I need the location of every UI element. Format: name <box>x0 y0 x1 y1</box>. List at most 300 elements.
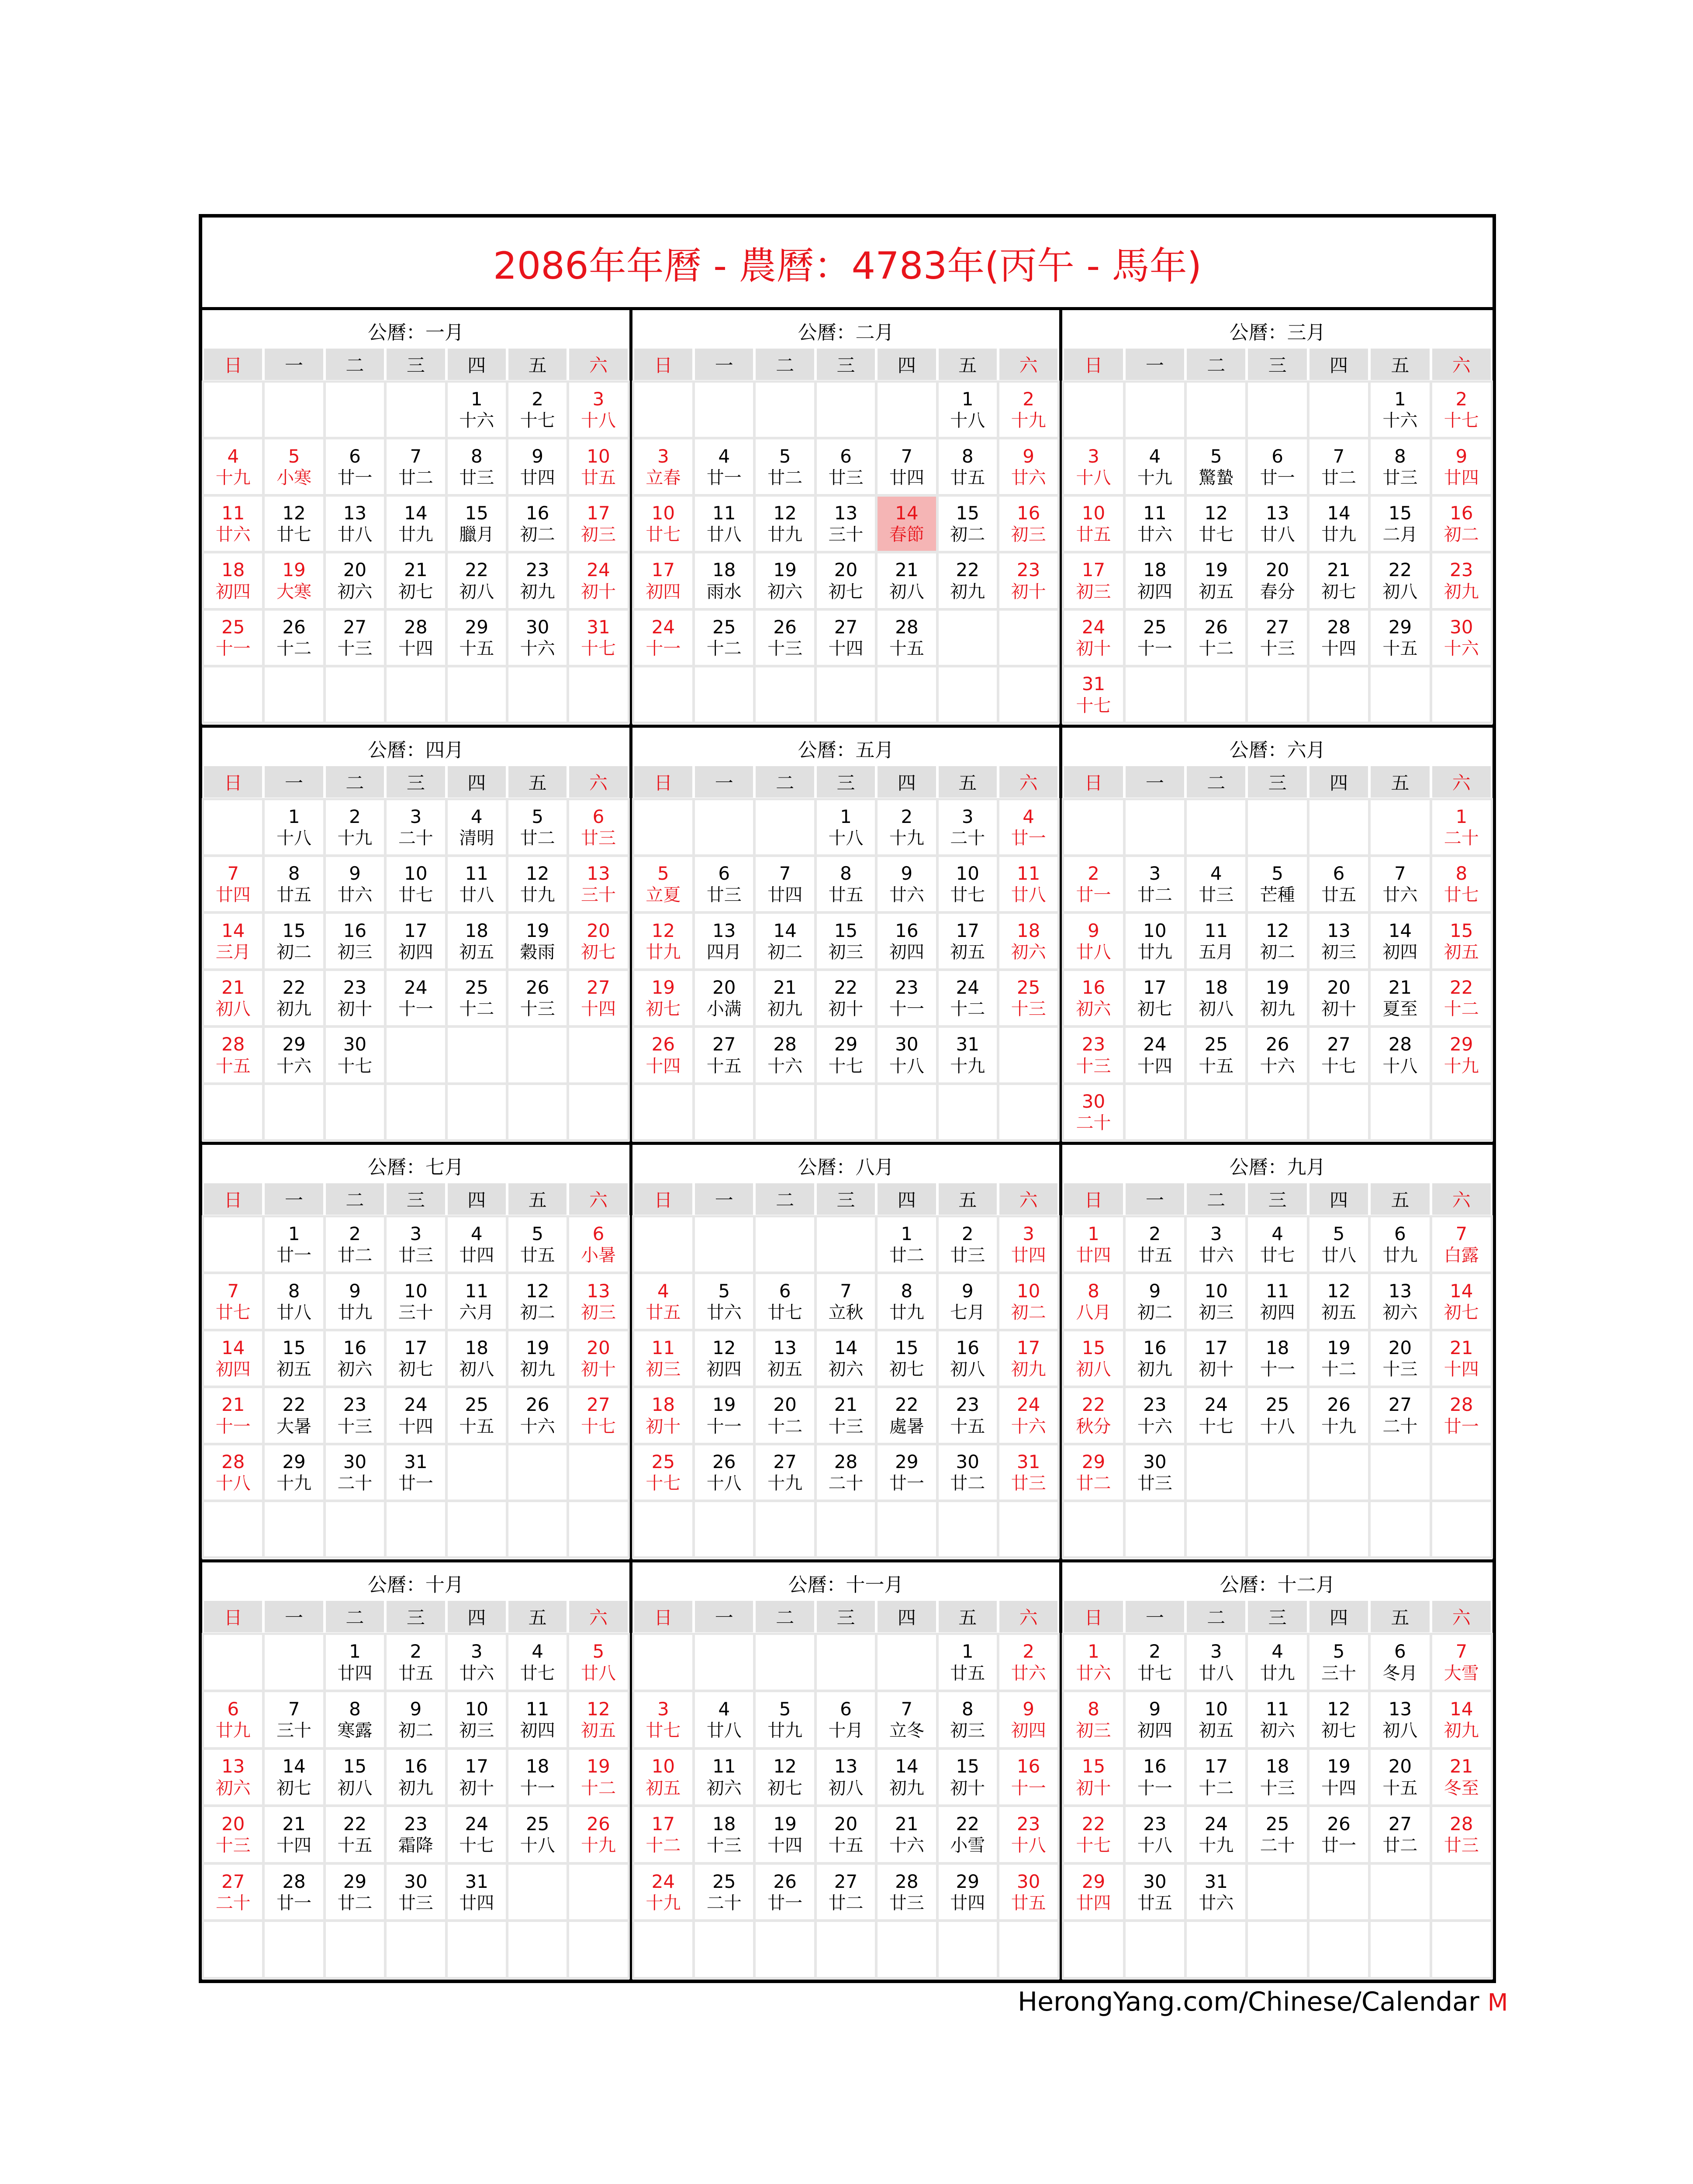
day-cell[interactable] <box>1126 1388 1184 1442</box>
day-cell[interactable] <box>634 553 692 608</box>
day-cell[interactable] <box>1248 497 1306 551</box>
day-cell[interactable] <box>1371 553 1429 608</box>
day-cell[interactable] <box>756 553 814 608</box>
day-cell[interactable] <box>939 1750 997 1805</box>
day-cell[interactable] <box>999 1750 1057 1805</box>
day-cell[interactable] <box>1309 1217 1368 1272</box>
day-cell[interactable] <box>1064 1388 1123 1442</box>
day-cell[interactable] <box>878 1692 936 1747</box>
day-cell[interactable] <box>387 1217 445 1272</box>
day-cell[interactable] <box>508 1274 567 1328</box>
day-cell[interactable] <box>204 1028 262 1082</box>
day-cell[interactable] <box>878 914 936 968</box>
day-cell[interactable] <box>387 439 445 494</box>
day-cell[interactable] <box>1064 1085 1123 1139</box>
day-cell[interactable] <box>817 971 875 1025</box>
day-cell[interactable] <box>1432 1028 1491 1082</box>
day-cell[interactable] <box>817 1865 875 1920</box>
day-cell[interactable] <box>1432 1331 1491 1386</box>
day-cell[interactable] <box>569 1274 627 1328</box>
day-cell[interactable] <box>1187 857 1245 911</box>
day-cell[interactable] <box>569 1217 627 1272</box>
day-cell[interactable] <box>1126 971 1184 1025</box>
day-cell[interactable] <box>1248 1217 1306 1272</box>
day-cell[interactable] <box>878 971 936 1025</box>
day-cell[interactable] <box>508 1217 567 1272</box>
day-cell[interactable] <box>939 1865 997 1920</box>
day-cell[interactable] <box>265 800 323 854</box>
day-cell[interactable] <box>1187 1865 1245 1920</box>
day-cell[interactable] <box>326 1274 384 1328</box>
day-cell[interactable] <box>265 1388 323 1442</box>
day-cell[interactable] <box>1064 1274 1123 1328</box>
day-cell[interactable] <box>265 971 323 1025</box>
day-cell[interactable] <box>939 439 997 494</box>
day-cell[interactable] <box>326 1331 384 1386</box>
day-cell[interactable] <box>387 1635 445 1690</box>
day-cell[interactable] <box>634 1692 692 1747</box>
day-cell[interactable] <box>634 1331 692 1386</box>
day-cell[interactable] <box>1371 497 1429 551</box>
day-cell[interactable] <box>1248 611 1306 665</box>
day-cell[interactable] <box>387 914 445 968</box>
day-cell[interactable] <box>1187 971 1245 1025</box>
day-cell[interactable] <box>1187 553 1245 608</box>
day-cell[interactable] <box>204 857 262 911</box>
day-cell[interactable] <box>448 1331 506 1386</box>
day-cell[interactable] <box>265 1692 323 1747</box>
day-cell[interactable] <box>999 383 1057 437</box>
day-cell[interactable] <box>756 971 814 1025</box>
day-cell[interactable] <box>1371 1750 1429 1805</box>
day-cell[interactable] <box>448 1217 506 1272</box>
day-cell[interactable] <box>265 439 323 494</box>
day-cell[interactable] <box>326 1750 384 1805</box>
day-cell[interactable] <box>756 1388 814 1442</box>
day-cell[interactable] <box>1309 857 1368 911</box>
day-cell[interactable] <box>1064 1028 1123 1082</box>
day-cell[interactable] <box>1371 914 1429 968</box>
day-cell[interactable] <box>1309 439 1368 494</box>
day-cell[interactable] <box>939 1274 997 1328</box>
day-cell[interactable] <box>1126 1445 1184 1500</box>
day-cell[interactable] <box>999 1331 1057 1386</box>
day-cell[interactable] <box>265 857 323 911</box>
day-cell[interactable] <box>448 1635 506 1690</box>
day-cell[interactable] <box>1126 1274 1184 1328</box>
day-cell[interactable] <box>756 497 814 551</box>
day-cell[interactable] <box>878 497 936 551</box>
day-cell[interactable] <box>508 914 567 968</box>
day-cell[interactable] <box>448 857 506 911</box>
day-cell[interactable] <box>1126 1635 1184 1690</box>
day-cell[interactable] <box>695 1865 753 1920</box>
day-cell[interactable] <box>1371 611 1429 665</box>
day-cell[interactable] <box>1371 383 1429 437</box>
day-cell[interactable] <box>326 553 384 608</box>
day-cell[interactable] <box>756 1331 814 1386</box>
day-cell[interactable] <box>634 497 692 551</box>
day-cell[interactable] <box>939 1331 997 1386</box>
day-cell[interactable] <box>387 1865 445 1920</box>
day-cell[interactable] <box>939 553 997 608</box>
day-cell[interactable] <box>1126 553 1184 608</box>
day-cell[interactable] <box>817 439 875 494</box>
day-cell[interactable] <box>817 1807 875 1862</box>
day-cell[interactable] <box>634 1750 692 1805</box>
day-cell[interactable] <box>1064 1807 1123 1862</box>
day-cell[interactable] <box>817 553 875 608</box>
day-cell[interactable] <box>1064 1635 1123 1690</box>
day-cell[interactable] <box>569 497 627 551</box>
day-cell[interactable] <box>1432 1217 1491 1272</box>
day-cell[interactable] <box>1187 1217 1245 1272</box>
day-cell[interactable] <box>204 1807 262 1862</box>
day-cell[interactable] <box>695 971 753 1025</box>
day-cell[interactable] <box>1248 1807 1306 1862</box>
day-cell[interactable] <box>878 1807 936 1862</box>
day-cell[interactable] <box>1248 1692 1306 1747</box>
day-cell[interactable] <box>326 800 384 854</box>
day-cell[interactable] <box>695 553 753 608</box>
day-cell[interactable] <box>265 1274 323 1328</box>
day-cell[interactable] <box>448 971 506 1025</box>
day-cell[interactable] <box>1371 439 1429 494</box>
day-cell[interactable] <box>448 1750 506 1805</box>
day-cell[interactable] <box>939 857 997 911</box>
day-cell[interactable] <box>1309 971 1368 1025</box>
day-cell[interactable] <box>1126 1750 1184 1805</box>
day-cell[interactable] <box>387 800 445 854</box>
day-cell[interactable] <box>387 1445 445 1500</box>
day-cell[interactable] <box>756 1445 814 1500</box>
day-cell[interactable] <box>448 1692 506 1747</box>
day-cell[interactable] <box>939 971 997 1025</box>
day-cell[interactable] <box>448 383 506 437</box>
day-cell[interactable] <box>1309 914 1368 968</box>
day-cell[interactable] <box>326 439 384 494</box>
day-cell[interactable] <box>1126 1028 1184 1082</box>
day-cell[interactable] <box>634 1445 692 1500</box>
day-cell[interactable] <box>265 1807 323 1862</box>
day-cell[interactable] <box>569 611 627 665</box>
day-cell[interactable] <box>1371 1028 1429 1082</box>
day-cell[interactable] <box>634 971 692 1025</box>
day-cell[interactable] <box>1064 857 1123 911</box>
day-cell[interactable] <box>448 1274 506 1328</box>
day-cell[interactable] <box>326 914 384 968</box>
day-cell[interactable] <box>1187 1807 1245 1862</box>
day-cell[interactable] <box>1371 1217 1429 1272</box>
day-cell[interactable] <box>204 497 262 551</box>
day-cell[interactable] <box>387 857 445 911</box>
day-cell[interactable] <box>1432 1388 1491 1442</box>
day-cell[interactable] <box>695 914 753 968</box>
day-cell[interactable] <box>939 497 997 551</box>
day-cell[interactable] <box>695 1274 753 1328</box>
day-cell[interactable] <box>387 553 445 608</box>
day-cell[interactable] <box>1432 611 1491 665</box>
day-cell[interactable] <box>817 611 875 665</box>
day-cell[interactable] <box>569 1388 627 1442</box>
day-cell[interactable] <box>817 800 875 854</box>
day-cell[interactable] <box>1248 914 1306 968</box>
day-cell[interactable] <box>634 1274 692 1328</box>
day-cell[interactable] <box>1187 1635 1245 1690</box>
day-cell[interactable] <box>569 553 627 608</box>
day-cell[interactable] <box>1187 1331 1245 1386</box>
day-cell[interactable] <box>204 1445 262 1500</box>
day-cell[interactable] <box>1309 1807 1368 1862</box>
day-cell[interactable] <box>448 1388 506 1442</box>
day-cell[interactable] <box>756 1865 814 1920</box>
day-cell[interactable] <box>817 1750 875 1805</box>
day-cell[interactable] <box>387 497 445 551</box>
day-cell[interactable] <box>387 611 445 665</box>
day-cell[interactable] <box>817 497 875 551</box>
day-cell[interactable] <box>756 1750 814 1805</box>
day-cell[interactable] <box>1371 1692 1429 1747</box>
day-cell[interactable] <box>695 857 753 911</box>
day-cell[interactable] <box>1187 439 1245 494</box>
day-cell[interactable] <box>508 497 567 551</box>
day-cell[interactable] <box>1248 1274 1306 1328</box>
day-cell[interactable] <box>756 1028 814 1082</box>
day-cell[interactable] <box>634 1028 692 1082</box>
day-cell[interactable] <box>1064 914 1123 968</box>
day-cell[interactable] <box>326 1807 384 1862</box>
day-cell[interactable] <box>508 553 567 608</box>
day-cell[interactable] <box>1432 497 1491 551</box>
day-cell[interactable] <box>1248 1635 1306 1690</box>
day-cell[interactable] <box>1064 1331 1123 1386</box>
day-cell[interactable] <box>999 439 1057 494</box>
day-cell[interactable] <box>1432 1807 1491 1862</box>
day-cell[interactable] <box>1126 857 1184 911</box>
day-cell[interactable] <box>204 971 262 1025</box>
day-cell[interactable] <box>1432 439 1491 494</box>
day-cell[interactable] <box>1126 1807 1184 1862</box>
day-cell[interactable] <box>634 1388 692 1442</box>
day-cell[interactable] <box>326 1692 384 1747</box>
day-cell[interactable] <box>1064 971 1123 1025</box>
day-cell[interactable] <box>448 553 506 608</box>
day-cell[interactable] <box>1187 1750 1245 1805</box>
day-cell[interactable] <box>817 1445 875 1500</box>
day-cell[interactable] <box>999 1388 1057 1442</box>
day-cell[interactable] <box>265 1750 323 1805</box>
day-cell[interactable] <box>1371 971 1429 1025</box>
day-cell[interactable] <box>756 439 814 494</box>
day-cell[interactable] <box>204 1692 262 1747</box>
day-cell[interactable] <box>387 1274 445 1328</box>
day-cell[interactable] <box>1064 439 1123 494</box>
day-cell[interactable] <box>634 439 692 494</box>
day-cell[interactable] <box>265 1865 323 1920</box>
day-cell[interactable] <box>1432 857 1491 911</box>
day-cell[interactable] <box>1248 1388 1306 1442</box>
day-cell[interactable] <box>1064 497 1123 551</box>
day-cell[interactable] <box>387 1807 445 1862</box>
day-cell[interactable] <box>878 1217 936 1272</box>
day-cell[interactable] <box>1371 1388 1429 1442</box>
day-cell[interactable] <box>695 439 753 494</box>
day-cell[interactable] <box>999 1807 1057 1862</box>
day-cell[interactable] <box>204 1331 262 1386</box>
day-cell[interactable] <box>878 800 936 854</box>
day-cell[interactable] <box>756 857 814 911</box>
day-cell[interactable] <box>634 611 692 665</box>
day-cell[interactable] <box>1126 439 1184 494</box>
day-cell[interactable] <box>1432 914 1491 968</box>
day-cell[interactable] <box>878 1028 936 1082</box>
day-cell[interactable] <box>1371 1635 1429 1690</box>
day-cell[interactable] <box>999 1274 1057 1328</box>
day-cell[interactable] <box>508 1388 567 1442</box>
day-cell[interactable] <box>634 857 692 911</box>
day-cell[interactable] <box>1126 497 1184 551</box>
day-cell[interactable] <box>695 1388 753 1442</box>
day-cell[interactable] <box>1187 1692 1245 1747</box>
day-cell[interactable] <box>1064 1692 1123 1747</box>
day-cell[interactable] <box>508 1635 567 1690</box>
day-cell[interactable] <box>508 1331 567 1386</box>
day-cell[interactable] <box>817 857 875 911</box>
day-cell[interactable] <box>756 611 814 665</box>
day-cell[interactable] <box>1248 439 1306 494</box>
day-cell[interactable] <box>1309 1028 1368 1082</box>
day-cell[interactable] <box>1064 1445 1123 1500</box>
day-cell[interactable] <box>326 1217 384 1272</box>
day-cell[interactable] <box>939 383 997 437</box>
day-cell[interactable] <box>569 800 627 854</box>
day-cell[interactable] <box>569 439 627 494</box>
day-cell[interactable] <box>1309 497 1368 551</box>
day-cell[interactable] <box>387 971 445 1025</box>
day-cell[interactable] <box>204 914 262 968</box>
day-cell[interactable] <box>939 1635 997 1690</box>
day-cell[interactable] <box>695 497 753 551</box>
day-cell[interactable] <box>1309 1750 1368 1805</box>
day-cell[interactable] <box>939 914 997 968</box>
day-cell[interactable] <box>1371 1331 1429 1386</box>
day-cell[interactable] <box>508 971 567 1025</box>
day-cell[interactable] <box>634 1865 692 1920</box>
day-cell[interactable] <box>1371 1807 1429 1862</box>
day-cell[interactable] <box>1064 1217 1123 1272</box>
day-cell[interactable] <box>204 439 262 494</box>
day-cell[interactable] <box>939 1445 997 1500</box>
day-cell[interactable] <box>695 1028 753 1082</box>
day-cell[interactable] <box>508 1750 567 1805</box>
day-cell[interactable] <box>1432 800 1491 854</box>
day-cell[interactable] <box>1126 914 1184 968</box>
day-cell[interactable] <box>999 1635 1057 1690</box>
day-cell[interactable] <box>1248 1750 1306 1805</box>
day-cell[interactable] <box>448 1807 506 1862</box>
day-cell[interactable] <box>1126 611 1184 665</box>
day-cell[interactable] <box>878 1274 936 1328</box>
day-cell[interactable] <box>326 1635 384 1690</box>
day-cell[interactable] <box>569 1750 627 1805</box>
day-cell[interactable] <box>448 611 506 665</box>
day-cell[interactable] <box>817 1028 875 1082</box>
day-cell[interactable] <box>326 1445 384 1500</box>
day-cell[interactable] <box>878 1865 936 1920</box>
day-cell[interactable] <box>508 857 567 911</box>
day-cell[interactable] <box>1064 553 1123 608</box>
day-cell[interactable] <box>1309 1274 1368 1328</box>
footer-link[interactable]: HerongYang.com/Chinese/Calendar <box>1018 1987 1479 2017</box>
day-cell[interactable] <box>569 1635 627 1690</box>
day-cell[interactable] <box>204 1388 262 1442</box>
day-cell[interactable] <box>999 1217 1057 1272</box>
day-cell[interactable] <box>878 553 936 608</box>
day-cell[interactable] <box>999 971 1057 1025</box>
day-cell[interactable] <box>817 914 875 968</box>
day-cell[interactable] <box>508 1692 567 1747</box>
day-cell[interactable] <box>1064 667 1123 722</box>
day-cell[interactable] <box>1371 857 1429 911</box>
day-cell[interactable] <box>569 971 627 1025</box>
day-cell[interactable] <box>939 1388 997 1442</box>
day-cell[interactable] <box>634 1807 692 1862</box>
day-cell[interactable] <box>817 1692 875 1747</box>
day-cell[interactable] <box>999 1865 1057 1920</box>
day-cell[interactable] <box>1432 1750 1491 1805</box>
day-cell[interactable] <box>508 439 567 494</box>
day-cell[interactable] <box>204 611 262 665</box>
day-cell[interactable] <box>387 1750 445 1805</box>
day-cell[interactable] <box>508 611 567 665</box>
day-cell[interactable] <box>508 383 567 437</box>
day-cell[interactable] <box>817 1274 875 1328</box>
day-cell[interactable] <box>326 497 384 551</box>
day-cell[interactable] <box>1309 1635 1368 1690</box>
day-cell[interactable] <box>1309 611 1368 665</box>
day-cell[interactable] <box>756 914 814 968</box>
day-cell[interactable] <box>817 1388 875 1442</box>
day-cell[interactable] <box>569 383 627 437</box>
day-cell[interactable] <box>1064 1865 1123 1920</box>
day-cell[interactable] <box>695 1692 753 1747</box>
day-cell[interactable] <box>1187 914 1245 968</box>
day-cell[interactable] <box>326 857 384 911</box>
day-cell[interactable] <box>569 1807 627 1862</box>
day-cell[interactable] <box>1187 497 1245 551</box>
day-cell[interactable] <box>204 1865 262 1920</box>
day-cell[interactable] <box>1248 1331 1306 1386</box>
day-cell[interactable] <box>878 1445 936 1500</box>
day-cell[interactable] <box>999 1445 1057 1500</box>
day-cell[interactable] <box>999 914 1057 968</box>
day-cell[interactable] <box>878 857 936 911</box>
day-cell[interactable] <box>756 1274 814 1328</box>
day-cell[interactable] <box>1432 1692 1491 1747</box>
day-cell[interactable] <box>569 1692 627 1747</box>
day-cell[interactable] <box>1248 857 1306 911</box>
day-cell[interactable] <box>1248 971 1306 1025</box>
day-cell[interactable] <box>326 1388 384 1442</box>
day-cell[interactable] <box>878 1750 936 1805</box>
day-cell[interactable] <box>1126 1331 1184 1386</box>
day-cell[interactable] <box>265 611 323 665</box>
day-cell[interactable] <box>326 1865 384 1920</box>
day-cell[interactable] <box>265 553 323 608</box>
day-cell[interactable] <box>1187 1274 1245 1328</box>
day-cell[interactable] <box>448 497 506 551</box>
day-cell[interactable] <box>999 497 1057 551</box>
